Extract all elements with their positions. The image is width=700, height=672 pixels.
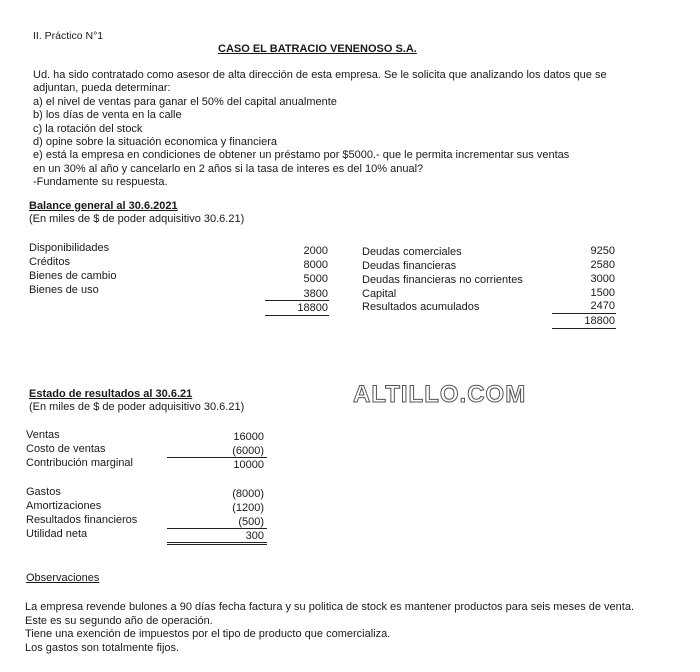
observation-line: Tiene una exención de impuestos por el tipo de producto que comercializa. [25, 628, 391, 640]
liability-label: Deudas financieras no corrientes [362, 274, 523, 286]
subtotal-line [265, 300, 329, 301]
balance-title: Balance general al 30.6.2021 [29, 200, 178, 212]
liability-label: Deudas financieras [362, 260, 457, 272]
income-value: 16000 [233, 431, 264, 443]
intro-line: -Fundamente su respuesta. [33, 176, 168, 189]
income-label: Contribución marginal [26, 457, 133, 469]
document-label: II. Práctico N°1 [33, 30, 104, 42]
liability-label: Capital [362, 288, 397, 300]
case-title: CASO EL BATRACIO VENENOSO S.A. [218, 43, 417, 55]
intro-line: e) está la empresa en condiciones de obtener un préstamo por $5000.- que le permita incrementar sus ventas [33, 149, 570, 162]
liability-value: 9250 [590, 245, 615, 257]
subtotal-line [552, 313, 616, 314]
income-value: 10000 [233, 459, 264, 471]
observations-text [25, 601, 634, 655]
asset-value: 8000 [303, 259, 328, 271]
watermark-logo: ALTILLO.COM [353, 381, 527, 408]
balance-subtitle: (En miles de $ de poder adquisitivo 30.6.21) [29, 213, 245, 225]
total-line [552, 328, 616, 329]
asset-label: Disponibilidades [29, 242, 110, 254]
intro-line: d) opine sobre la situación economica y financiera [33, 136, 277, 149]
liability-label: Resultados acumulados [362, 301, 480, 313]
total-line [167, 542, 267, 543]
intro-line: a) el nivel de ventas para ganar el 50% del capital anualmente [33, 95, 337, 108]
asset-value: 2000 [303, 245, 328, 257]
income-value: (1200) [232, 502, 264, 514]
liability-value: 2580 [590, 259, 615, 271]
total-line [265, 315, 329, 316]
liability-value: 2470 [590, 300, 615, 312]
net-income-value: 300 [245, 530, 264, 542]
asset-label: Bienes de uso [29, 284, 99, 296]
intro-line: Ud. ha sido contratado como asesor de alta dirección de esta empresa. Se le solicita que analizando los datos que se [33, 69, 607, 81]
income-title: Estado de resultados al 30.6.21 [29, 388, 193, 400]
asset-label: Bienes de cambio [29, 270, 117, 282]
observations-title: Observaciones [26, 572, 100, 584]
subtotal-line [167, 528, 267, 529]
income-value: (8000) [232, 488, 264, 500]
liabilities-total: 18800 [584, 315, 615, 327]
observation-line: Los gastos son totalmente fijos. [25, 641, 180, 654]
income-label: Utilidad neta [26, 528, 88, 540]
income-value: (500) [238, 516, 264, 528]
intro-line: c) la rotación del stock [33, 122, 143, 135]
intro-line: adjuntan, pueda determinar: [33, 82, 171, 95]
asset-label: Créditos [29, 256, 70, 268]
asset-value: 5000 [303, 273, 328, 285]
observation-line: La empresa revende bulones a 90 días fecha factura y su politica de stock es mantener productos para seis meses de venta. [25, 601, 635, 613]
income-label: Ventas [26, 429, 60, 441]
income-label: Gastos [26, 486, 61, 498]
asset-value: 3800 [303, 288, 328, 300]
intro-line: b) los días de venta en la calle [33, 109, 182, 122]
income-label: Amortizaciones [26, 500, 102, 512]
income-label: Resultados financieros [26, 514, 138, 526]
intro-line: en un 30% al año y cancelarlo en 2 años si la tasa de interes es del 10% anual? [33, 162, 424, 175]
intro-text [33, 69, 673, 190]
income-value: (6000) [232, 445, 264, 457]
liability-value: 3000 [590, 273, 615, 285]
liability-label: Deudas comerciales [362, 246, 462, 258]
total-line [167, 544, 267, 545]
assets-total: 18800 [297, 302, 328, 314]
observation-line: Este es su segundo año de operación. [25, 614, 213, 627]
income-label: Costo de ventas [26, 443, 106, 455]
income-subtitle: (En miles de $ de poder adquisitivo 30.6.21) [29, 401, 245, 413]
subtotal-line [167, 457, 267, 458]
liability-value: 1500 [590, 287, 615, 299]
